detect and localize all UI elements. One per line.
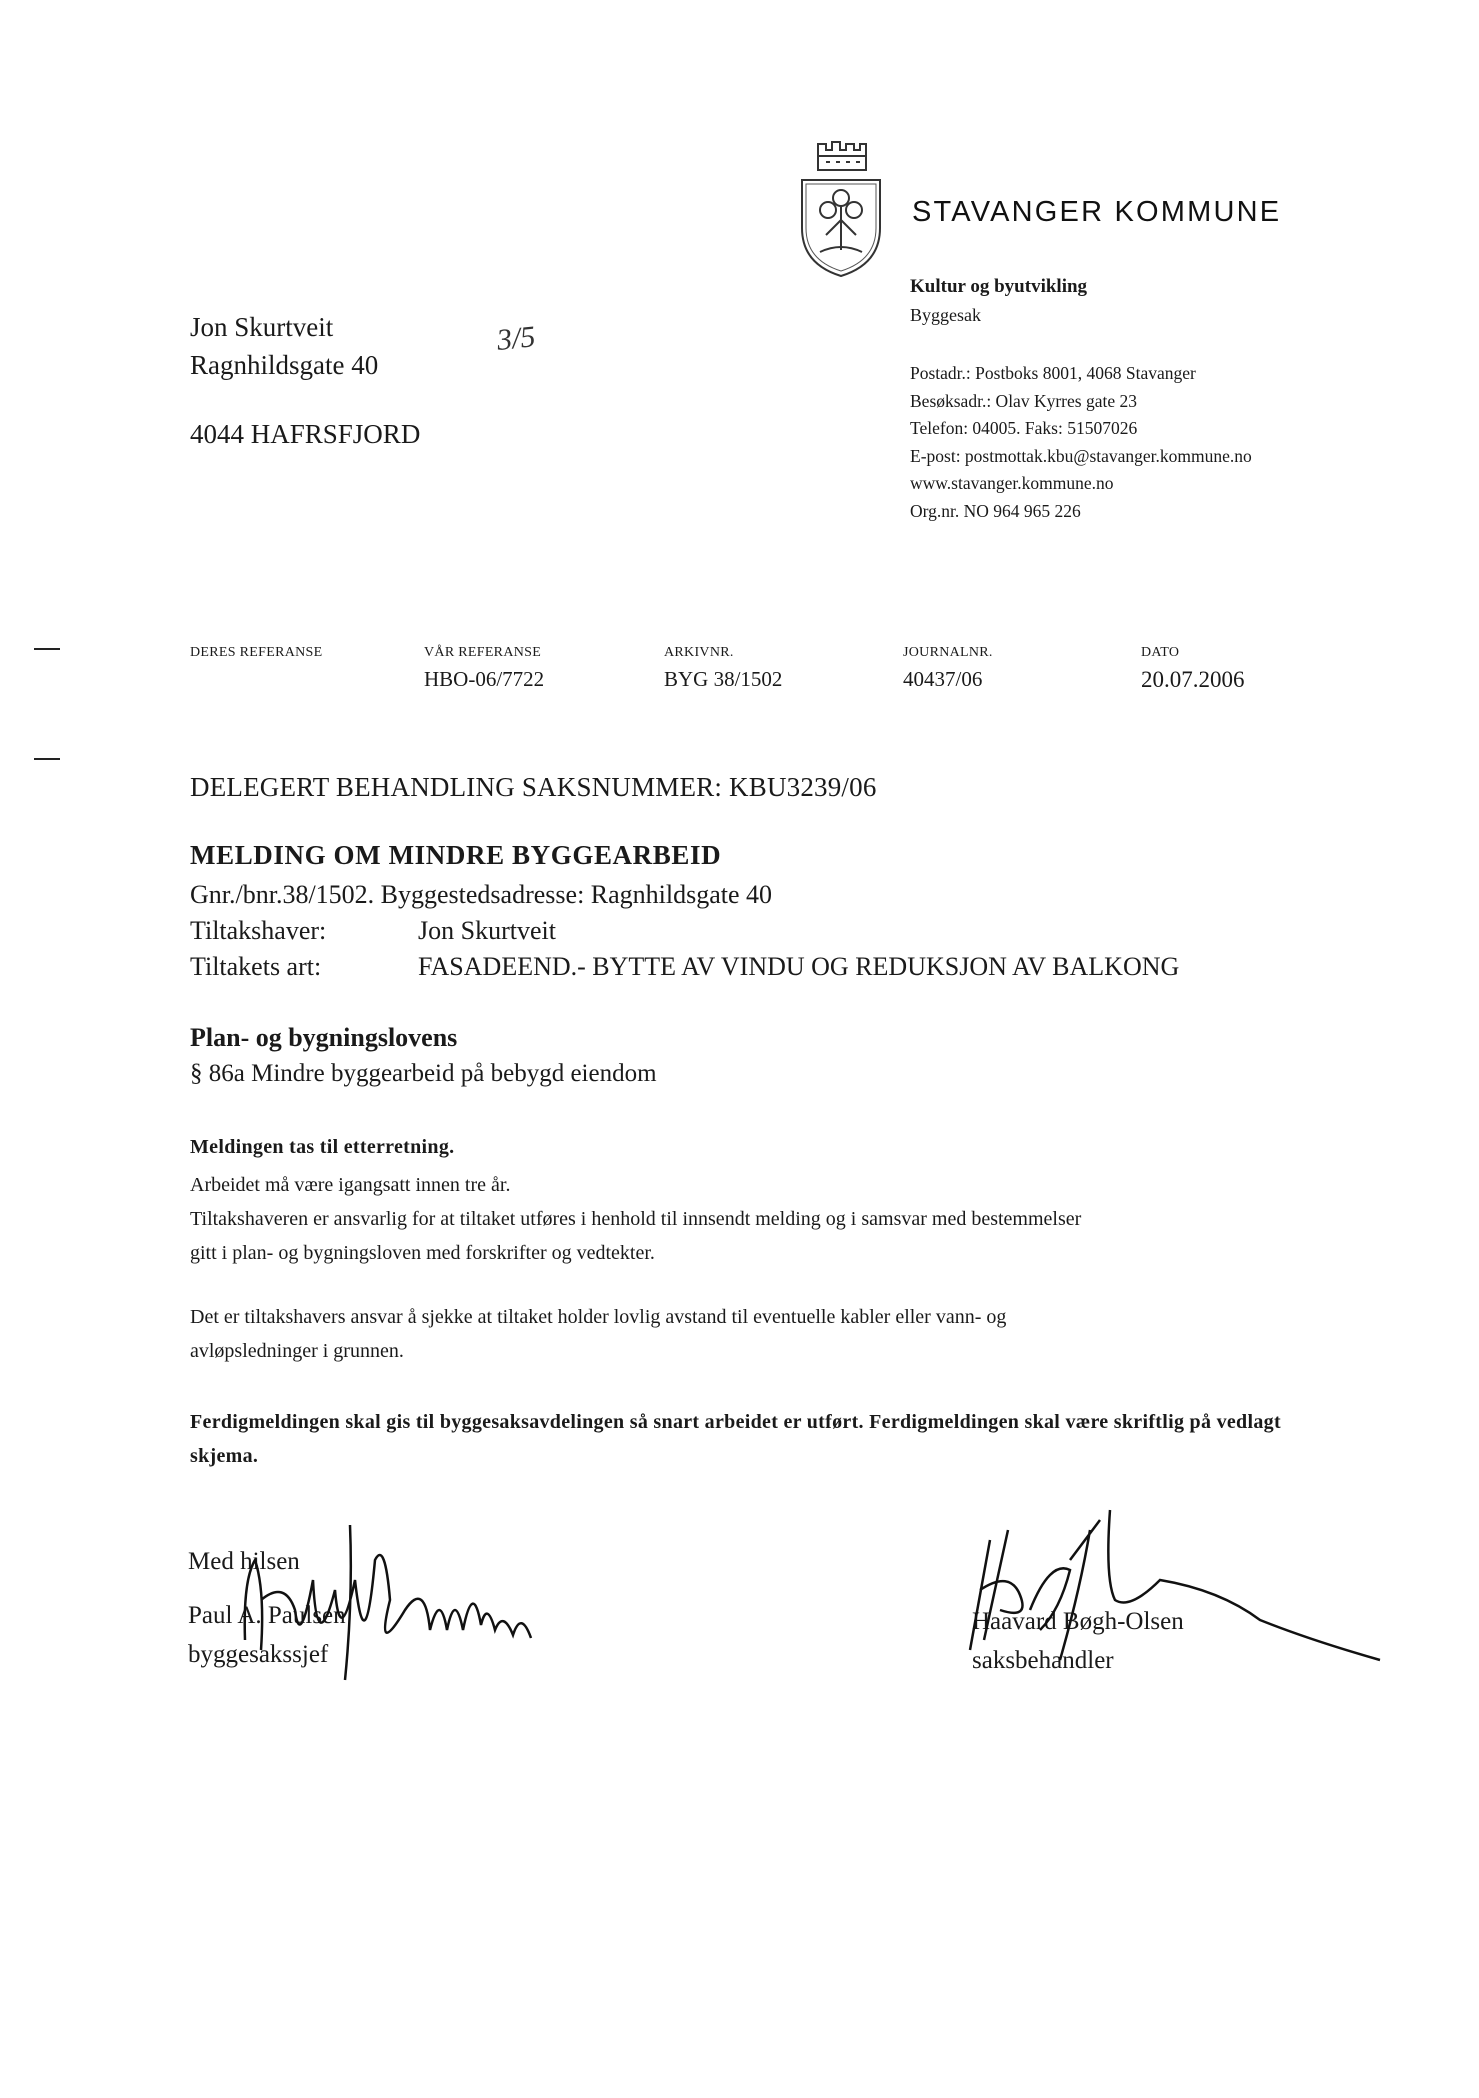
contact-block [910,360,1252,525]
decision-text: Meldingen tas til etterretning. [190,1136,455,1158]
phone-fax: Telefon: 04005. Faks: 51507026 [910,418,1138,438]
recipient-address [190,308,420,453]
reference-column [903,645,993,692]
email: E-post: postmottak.kbu@stavanger.kommune.no [910,445,1252,466]
reference-column [424,645,544,692]
organization-name: STAVANGER KOMMUNE [912,196,1282,228]
property-reference: Gnr./bnr.38/1502. Byggestedsadresse: Ragnhildsgate 40 [190,880,773,909]
handwritten-note: 3/5 [495,320,537,357]
ref-value: BYG 38/1502 [664,667,783,691]
visit-address: Besøksadr.: Olav Kyrres gate 23 [910,390,1137,411]
final-notice: Ferdigmeldingen skal gis til byggesaksavdelingen så snart arbeidet er utført. Ferdigmeldingen skal være skriftlig på vedlagt skjema. [190,1411,1281,1467]
reference-column [190,645,322,667]
body-line: avløpsledninger i grunnen. [190,1340,404,1362]
signer-title: byggesakssjef [188,1641,329,1668]
reference-column [1141,645,1245,693]
ref-value: HBO-06/7722 [424,667,545,691]
department: Kultur og byutvikling [910,276,1088,297]
body-line: Det er tiltakshavers ansvar å sjekke at tiltaket holder lovlig avstand til eventuelle kabler eller vann- og [190,1306,1007,1328]
greeting: Med hilsen [188,1548,300,1575]
recipient-postal: 4044 HAFRSFJORD [190,419,421,449]
coat-of-arms-icon [796,140,886,280]
handwritten-signature-left [225,1520,555,1690]
body-line: Tiltakshaveren er ansvarlig for at tiltaket utføres i henhold til innsendt melding og i samsvar med bestemmelser [190,1208,1082,1230]
website: www.stavanger.kommune.no [910,473,1114,493]
org-number: Org.nr. NO 964 965 226 [910,500,1081,521]
letter-title: MELDING OM MINDRE BYGGEARBEID [190,840,722,870]
ref-value: 20.07.2006 [1141,667,1245,692]
body-line: gitt i plan- og bygningsloven med forskrifter og vedtekter. [190,1242,655,1264]
body-paragraph [190,1168,1081,1270]
case-number-heading: DELEGERT BEHANDLING SAKSNUMMER: KBU3239/06 [190,772,877,802]
handwritten-signature-right [960,1500,1400,1690]
field-label: Tiltakshaver: [190,916,327,945]
ref-label: DATO [1141,645,1180,660]
ref-label: ARKIVNR. [664,645,734,660]
ref-label: JOURNALNR. [903,645,993,660]
ref-label: VÅR REFERANSE [424,645,542,660]
field-value: FASADEEND.- BYTTE AV VINDU OG REDUKSJON AV BALKONG [418,952,1180,981]
recipient-street: Ragnhildsgate 40 [190,350,379,380]
margin-mark [34,758,60,760]
reference-column [664,645,782,692]
ref-label: DERES REFERANSE [190,645,323,660]
ref-value: 40437/06 [903,667,983,691]
margin-mark [34,648,60,650]
postal-address: Postadr.: Postboks 8001, 4068 Stavanger [910,363,1196,383]
responsibility-paragraph [190,1300,1006,1368]
signer-name: Paul A. Paulsen [188,1602,346,1629]
sub-department: Byggesak [910,305,981,325]
field-value: Jon Skurtveit [418,916,556,945]
field-label: Tiltakets art: [190,952,322,981]
signer-name: Haavard Bøgh-Olsen [972,1608,1184,1635]
law-section: § 86a Mindre byggearbeid på bebygd eiendom [190,1060,657,1087]
recipient-name: Jon Skurtveit [190,312,334,342]
body-line: Arbeidet må være igangsatt innen tre år. [190,1174,511,1196]
law-title: Plan- og bygningslovens [190,1023,458,1052]
signer-title: saksbehandler [972,1647,1114,1674]
